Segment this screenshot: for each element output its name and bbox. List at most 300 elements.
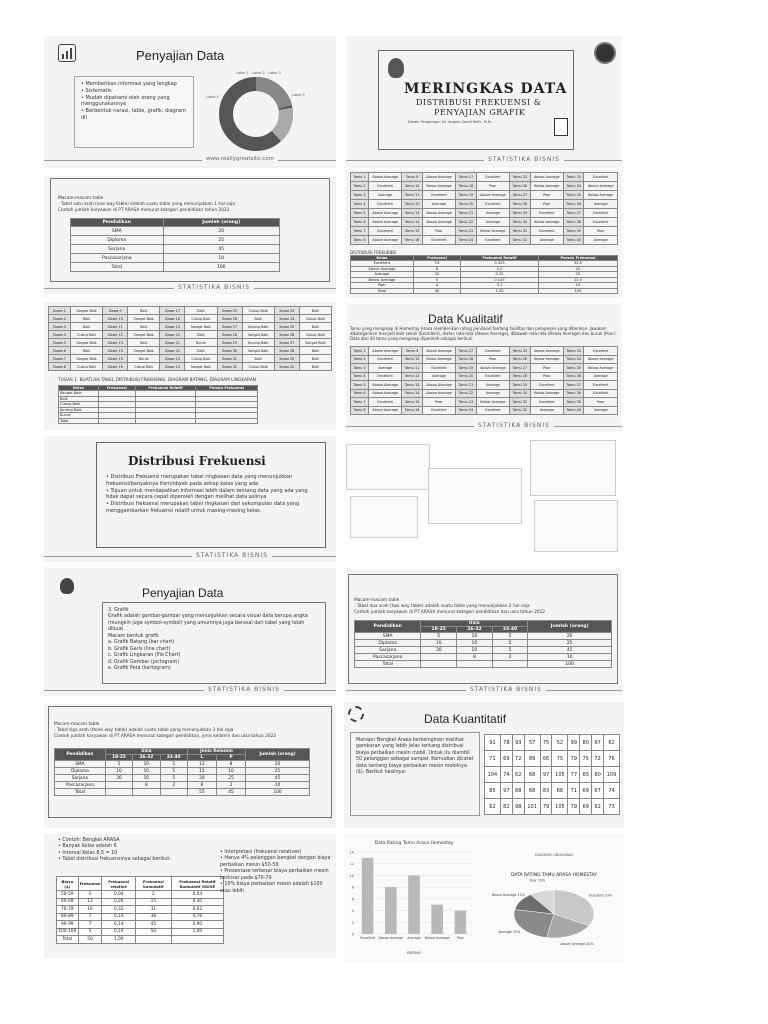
table-cell: Pascasarjana [55, 782, 106, 789]
table-cell: Siswa 14 [103, 347, 128, 355]
table-cell: Above Average [422, 347, 456, 356]
table-cell: Tamu 33 [564, 347, 584, 356]
table-cell: Tamu 37 [564, 209, 584, 218]
table-cell: 0.125 [461, 277, 539, 283]
table-row [57, 906, 224, 914]
table-cell: Cukup Baik [71, 331, 103, 339]
intro-2: - Tabel dua arah (two way table) adalah suatu table yang menunjukkan 2 hal saja [354, 604, 530, 609]
table-cell: Tamu 24 [456, 406, 476, 415]
interpretation-list [220, 850, 334, 895]
table-cell: Sangat Baik [242, 331, 274, 339]
table-cell: Excellent [368, 227, 402, 236]
table-row [57, 913, 224, 921]
table-cell: 65 [580, 767, 592, 783]
table-row [485, 767, 620, 783]
rating-bar-chart [344, 834, 484, 962]
table-row [351, 182, 618, 191]
table-cell: Baik [185, 347, 217, 355]
table-cell: 45 [136, 921, 172, 929]
table-cell: Tamu 8 [351, 406, 369, 415]
table-cell: Excellent [476, 173, 510, 182]
table-row [55, 768, 310, 775]
table-cell: Tamu 15 [402, 227, 422, 236]
x-axis-label: RATING [406, 950, 422, 955]
table-cell: 30 [105, 775, 132, 782]
table-cell: Average [368, 364, 402, 373]
bullet-list [106, 474, 318, 515]
intro-3: Contoh jumlah karyawan di PT ARASA menurut kategori pendidikan tahun 2022 [58, 208, 230, 213]
intro-line: • Contoh: Bengkel ARASA [58, 838, 188, 844]
table-cell [105, 782, 132, 789]
table-cell: Siswa 28 [217, 331, 242, 339]
table-cell: Average [584, 406, 618, 415]
table-cell [136, 936, 172, 944]
table-cell: Tamu 18 [456, 355, 476, 364]
body-text: Manajer Bengkel Arasa berkeinginan melihat gambaran yang lebih jelas tentang distribusi biaya perbaikan mesin mobil. Untuk itu diambil 50 pelanggan sebagai sampel. Kemudian dicatat data tentang biaya perbaikan mesin mobilnya ($). Berikut hasilnya: [356, 738, 474, 776]
table-cell: Tamu 38 [564, 218, 584, 227]
table-cell: Cukup Baik [185, 355, 217, 363]
table-cell: 80-89 [57, 913, 79, 921]
table-cell: 62 [512, 767, 524, 783]
table-cell: Above Average [584, 182, 618, 191]
table-row [55, 775, 310, 782]
table-cell: 0,62 [171, 906, 223, 914]
table-cell: 25 [528, 640, 612, 647]
table-cell: 10 [457, 640, 493, 647]
slide-tabel-tiga-arah [44, 704, 336, 828]
table-cell: Average [422, 200, 456, 209]
table-row [49, 331, 332, 339]
table-cell: Baik [299, 347, 331, 355]
chart-title: DATA RATING TAMU ARASA HOMESTAY [510, 873, 598, 878]
table-cell [105, 789, 132, 796]
table-header: 18-25 [421, 627, 457, 633]
table-cell: Poor [530, 372, 564, 381]
table-row [59, 418, 258, 424]
table-cell: 104 [485, 767, 501, 783]
table-cell: 97 [592, 735, 604, 751]
table-cell: Above Average [368, 209, 402, 218]
table-cell: Tamu 5 [351, 209, 369, 218]
table-cell: 13 [78, 898, 102, 906]
x-tick-label: Poor [456, 936, 465, 940]
donut-chart [204, 70, 314, 160]
table-header: Frekuensi Relatif [461, 256, 539, 261]
table-cell: Baik [71, 315, 103, 323]
cell: 45 [163, 245, 279, 254]
slide-title: Data Kualitatif [428, 312, 503, 326]
donut-label: Label 3 [268, 71, 281, 75]
table-header: Frekuensi [413, 256, 460, 261]
table-cell: Cukup Baik [71, 363, 103, 371]
table-cell: Siswa 30 [217, 347, 242, 355]
table-cell: Diploma [355, 640, 421, 647]
table-cell: Siswa 27 [217, 323, 242, 331]
table-cell: Tamu 19 [456, 191, 476, 200]
tamu-grid-table [350, 172, 618, 245]
table-cell: Siswa 5 [49, 339, 71, 347]
table-cell: Below Average [530, 218, 564, 227]
table-cell: 0.2 [461, 266, 539, 272]
table-cell: Poor [351, 283, 414, 289]
table-row [351, 173, 618, 182]
table-cell: 5 [492, 633, 528, 640]
author-line: Dosen Pengampu: Dr. Angela Sandi Kelik, M.M. [408, 120, 493, 124]
table-row [351, 218, 618, 227]
table-cell: 10 [413, 272, 460, 278]
table-cell: 0.1 [461, 283, 539, 289]
table-row [57, 898, 224, 906]
table-header: Frekuensi Relatif [135, 386, 196, 391]
table-cell: Poor [530, 364, 564, 373]
table-cell: Baik [299, 323, 331, 331]
donut-label: Label 5 [292, 93, 305, 97]
table-cell: 85 [485, 783, 501, 799]
table-cell: 10 [246, 782, 310, 789]
table-cell: 2 [136, 891, 172, 899]
table-cell: Tamu 16 [402, 236, 422, 245]
table-cell [196, 418, 258, 424]
table-cell: Tamu 23 [456, 398, 476, 407]
table-cell: Tamu 10 [402, 182, 422, 191]
table-cell: Sangat Baik [185, 323, 217, 331]
footer-label: STATISTIKA BISNIS [204, 686, 284, 693]
cell: 25 [163, 236, 279, 245]
main-title: MERINGKAS DATA [404, 81, 568, 97]
body-line: b. Grafik Garis (line chart) [108, 646, 171, 652]
table-cell: Tamu 28 [510, 200, 530, 209]
table-cell: Average [584, 372, 618, 381]
cell: 10 [163, 254, 279, 263]
table-cell: 60-69 [57, 898, 79, 906]
table-row [485, 799, 620, 815]
interpretation-item: • 10% biaya perbaikan mesin adalah $100 atau lebih [220, 882, 334, 895]
table-cell: Buruk [59, 413, 99, 419]
bar-chart-thumbnail [530, 440, 616, 496]
table-cell: 20 [187, 775, 216, 782]
table-cell: 45 [528, 647, 612, 654]
body-line: a. Grafik Batang (bar chart) [108, 640, 175, 646]
slice-label: Above Average 20% [560, 941, 594, 946]
table-cell: Tamu 26 [510, 182, 530, 191]
table-cell: Kurang Baik [242, 323, 274, 331]
table-cell: Tamu 7 [351, 227, 369, 236]
table-cell: Tamu 2 [351, 355, 369, 364]
table-cell: Average [476, 218, 510, 227]
table-cell: 69 [580, 783, 592, 799]
table-row [485, 783, 620, 799]
table-cell: Poor [422, 227, 456, 236]
table-cell: 77 [568, 767, 580, 783]
body-text: Tamu yang menginap di Homestay Arasa memberikan rating penilaian tentang fasilitas dan pelayanan yang diberikan. Jawaban dikategorikan menjadi baik sekali (Excellent), diatas rata-rata (Above Average), dibawah rata-rata (Below Average) dan buruk (Poor). Data dari 40 tamu yang menginap diperoleh sebagai berikut: [350, 326, 617, 342]
bar-poor [455, 911, 467, 934]
cell: 20 [163, 227, 279, 236]
body-line: d. Grafik Gambar (pictogram) [108, 659, 180, 665]
table-cell: Below Average [476, 398, 510, 407]
table-cell: Tamu 38 [564, 389, 584, 398]
table-cell: Tamu 13 [402, 381, 422, 390]
table-cell: Below Average [476, 227, 510, 236]
y-tick-label: 14 [349, 850, 354, 855]
table-cell: 10 [133, 761, 160, 768]
table-cell: Siswa 36 [274, 331, 299, 339]
table-cell: 98 [512, 799, 524, 815]
table-header: 26-32 [133, 755, 160, 761]
table-cell: Tamu 20 [456, 372, 476, 381]
university-logo [594, 42, 616, 64]
table-cell: Sangat Baik [71, 339, 103, 347]
table-cell: 10 [421, 640, 457, 647]
chart-bar-icon [58, 44, 76, 62]
table-cell: Tamu 31 [510, 227, 530, 236]
table-cell: Poor [530, 200, 564, 209]
table-cell: Tamu 27 [510, 364, 530, 373]
table-cell: 105 [552, 767, 568, 783]
table-cell: Baik [71, 323, 103, 331]
tiga-arah-table [54, 748, 310, 796]
table-cell: Average [584, 236, 618, 245]
table-cell: Baik [242, 315, 274, 323]
biaya-grid-table [484, 734, 620, 815]
bullet-item: • Berbentuk narasi, table, grafik, diagram dll [81, 108, 187, 122]
table-cell: Average [351, 272, 414, 278]
table-header: Frekuensi [98, 386, 135, 391]
table-cell: Tamu 4 [351, 372, 369, 381]
table-cell: Excellent [476, 406, 510, 415]
table-cell: 32.5 [538, 261, 617, 267]
table-header: Pendidikan [71, 219, 164, 227]
table-row [57, 928, 224, 936]
table-cell: 2 [160, 782, 187, 789]
footer-label: STATISTIKA BISNIS [466, 686, 546, 693]
table-cell: Above Average [422, 209, 456, 218]
table-header: Persen Frekuensi [538, 256, 617, 261]
table-cell: Below Average [422, 355, 456, 364]
table-cell: Excellent [584, 381, 618, 390]
table-cell: Tamu 14 [402, 389, 422, 398]
table-cell: Excellent [422, 364, 456, 373]
table-row [49, 315, 332, 323]
table-cell: Tamu 33 [564, 173, 584, 182]
subtitle-2: PENYAJIAN GRAFIK [434, 108, 526, 117]
table-cell: 10 [457, 633, 493, 640]
table-row [355, 640, 612, 647]
table-cell: 78 [500, 735, 512, 751]
footer-label: STATISTIKA BISNIS [174, 284, 254, 291]
table-cell: Below Average [530, 182, 564, 191]
table-cell: Excellent [584, 209, 618, 218]
table-cell: Above Average [368, 406, 402, 415]
footer-label: STATISTIKA BISNIS [484, 156, 564, 163]
table-cell: Above Average [422, 173, 456, 182]
table-cell: Tamu 1 [351, 173, 369, 182]
table-cell: Below Average [422, 182, 456, 191]
table-cell [421, 654, 457, 661]
bar-above-average [385, 887, 397, 934]
table-cell: 99 [568, 735, 580, 751]
table-cell: Siswa 11 [103, 323, 128, 331]
table-cell: Sangat Baik [59, 391, 99, 397]
table-cell: 8 [457, 654, 493, 661]
table-cell: Above Average [422, 389, 456, 398]
table-cell: Siswa 17 [160, 307, 185, 315]
table-cell: Tamu 31 [510, 398, 530, 407]
table-cell: Cukup Baik [185, 315, 217, 323]
table-cell: Above Average [422, 381, 456, 390]
bullet-item: • Distribusi Frekuensi merupakan tabel ringkasan data yang menunjukkan frekuensi/banyaknya item/obyek pada setiap kelas yang ada [106, 474, 318, 488]
table-cell: Tamu 34 [564, 355, 584, 364]
table-cell: Poor [476, 355, 510, 364]
table-cell: 4 [413, 283, 460, 289]
bar-average [408, 875, 420, 934]
table-cell: 15 [187, 768, 216, 775]
table-cell: 93 [512, 735, 524, 751]
table-cell: 7 [78, 921, 102, 929]
table-cell: Cukup Baik [59, 402, 99, 408]
table-cell: Tamu 22 [456, 389, 476, 398]
table-cell: Excellent [368, 372, 402, 381]
table-cell: Siswa 32 [217, 363, 242, 371]
table-cell: Siswa 12 [103, 331, 128, 339]
table-cell: 79 [568, 751, 580, 767]
table-row [355, 647, 612, 654]
table-cell: Baik [128, 323, 160, 331]
table-row [49, 347, 332, 355]
table-cell: 31 [136, 906, 172, 914]
table-cell: Siswa 19 [160, 323, 185, 331]
bullet-item: • Mudah dipahami oleh orang yang menggunakannya [81, 95, 187, 109]
table-row [49, 339, 332, 347]
table-cell: 100 [528, 661, 612, 668]
y-tick-label: 12 [349, 862, 354, 867]
slice-label: Excellent 33% [588, 893, 613, 898]
table-cell: Baik [242, 355, 274, 363]
table-cell: 50 [78, 936, 102, 944]
table-cell: 12 [187, 761, 216, 768]
donut-label: Label 2 [252, 71, 265, 75]
table-cell: Tamu 3 [351, 364, 369, 373]
table-cell: Cukup Baik [299, 331, 331, 339]
table-cell: 10 [538, 283, 617, 289]
table-cell: Sangat Baik [128, 347, 160, 355]
table-row [55, 789, 310, 796]
table-cell: Tamu 21 [456, 209, 476, 218]
table-cell: Sangat Baik [185, 363, 217, 371]
table-cell: Kurang Baik [242, 339, 274, 347]
intro-3: Contoh jumlah karyawan di PT ARASA menurut kategori pendidikan dan usia tahun 2022 [354, 610, 546, 615]
table-cell: Siswa 10 [103, 315, 128, 323]
footer-label: STATISTIKA BISNIS [474, 422, 554, 429]
intro-line: • Interval Kelas 8,5 = 10 [58, 851, 188, 857]
table-row [351, 355, 618, 364]
slide-tabel-satu-arah [44, 176, 336, 294]
satu-arah-table [70, 218, 280, 272]
table-cell: Siswa 38 [274, 347, 299, 355]
table-cell: Poor [422, 398, 456, 407]
table-header: 26-32 [457, 627, 493, 633]
table-cell: 0,90 [171, 921, 223, 929]
table-cell: 52 [552, 735, 568, 751]
table-cell [98, 418, 135, 424]
table-header: Jumlah (orang) [528, 621, 612, 633]
table-cell: 2 [78, 891, 102, 899]
table-header: Usia [105, 749, 187, 755]
table-cell: Total [59, 418, 99, 424]
table-header: Pendidikan [55, 749, 106, 761]
bullet-item: • Tujuan untuk mendapatkan informasi lebih dalam tentang data yang ada yang tidak dapat secara cepat diperoleh dengan melihat data aslinya [106, 488, 318, 502]
table-cell: Tamu 4 [351, 200, 369, 209]
table-cell: Siswa 23 [160, 355, 185, 363]
table-cell: Tamu 12 [402, 200, 422, 209]
table-cell: 88 [512, 783, 524, 799]
table-cell: 8 [413, 266, 460, 272]
table-cell: Average [476, 389, 510, 398]
table-cell: 45 [216, 789, 245, 796]
table-cell: 50-59 [57, 891, 79, 899]
intro-line: • Banyak Kelas adalah 6 [58, 844, 188, 850]
table-cell: 69 [500, 751, 512, 767]
bar-chart-thumbnail [350, 496, 418, 538]
table-cell: 0,32 [102, 906, 136, 914]
table-header: Frekuensi Relatif Kumulatif OGIVE [171, 877, 223, 891]
site-url[interactable]: www.reallygreatsite.com [202, 156, 278, 162]
table-cell: Siswa 6 [49, 347, 71, 355]
table-cell: Siswa 21 [160, 339, 185, 347]
table-cell: 10 [133, 768, 160, 775]
table-cell: Tamu 27 [510, 191, 530, 200]
table-cell: Tamu 9 [402, 347, 422, 356]
table-header: Biaya ($) [57, 877, 79, 891]
table-cell: 76 [604, 751, 620, 767]
table-cell: Tamu 32 [510, 406, 530, 415]
table-header: Jenis Kelamin [187, 749, 245, 755]
slide-chart-thumbnails [346, 438, 622, 562]
table-cell: Siswa 37 [274, 339, 299, 347]
table-cell: Siswa 25 [217, 307, 242, 315]
intro-list [58, 838, 188, 864]
table-cell: Excellent [368, 182, 402, 191]
table-header: P [216, 755, 245, 761]
intro-line: • Tabel distribusi frekuensinya sebagai berikut: [58, 857, 188, 863]
table-cell: Below Average [530, 389, 564, 398]
table-cell: 70-79 [57, 906, 79, 914]
table-cell: Excellent [530, 398, 564, 407]
table-cell: 1,00 [102, 936, 136, 944]
table-cell: Excellent [530, 209, 564, 218]
siswa-grid-table [48, 306, 332, 371]
table-header: Kelas [59, 386, 99, 391]
table-cell: Excellent [422, 406, 456, 415]
body-lines [108, 608, 320, 673]
table-cell: Sangat Baik [71, 307, 103, 315]
table-row [57, 936, 224, 944]
table-cell: 0,14 [102, 913, 136, 921]
table-cell: 0,26 [102, 898, 136, 906]
table-cell: Siswa 31 [217, 355, 242, 363]
table-cell: 79 [568, 799, 580, 815]
table-cell: Siswa 33 [274, 307, 299, 315]
table-cell: Excellent [584, 389, 618, 398]
table-row [485, 751, 620, 767]
table-cell [171, 936, 223, 944]
dua-arah-table [354, 620, 612, 668]
table-cell: 72 [592, 751, 604, 767]
y-tick-label: 8 [351, 885, 354, 890]
table-header: Pendidikan [355, 621, 421, 633]
intro-2: - Tabel satu arah (one way table) adalah suatu table yang menunjukkan 1 hal saja [58, 202, 235, 207]
table-cell: Siswa 35 [274, 323, 299, 331]
document-icon [554, 118, 568, 136]
